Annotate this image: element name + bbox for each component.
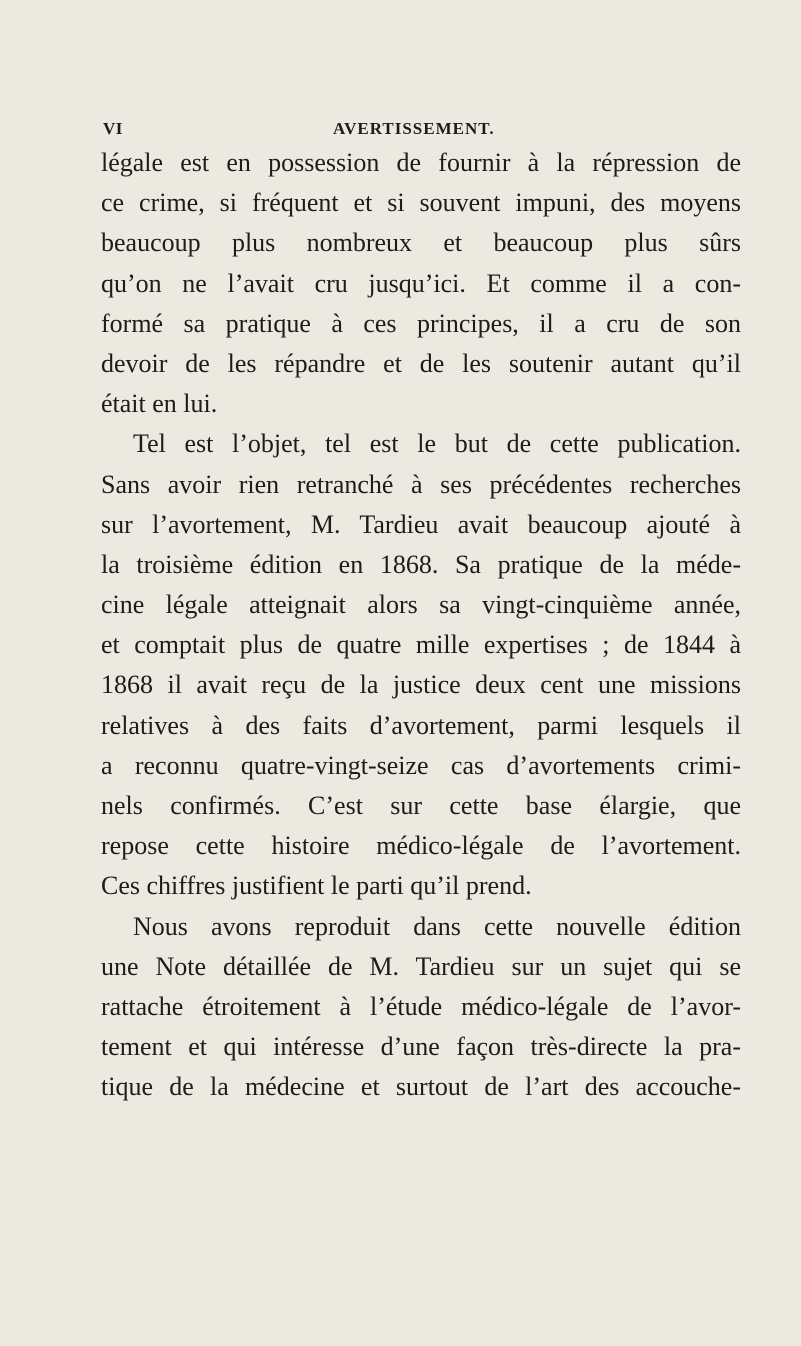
text-line: sur l’avortement, M. Tardieu avait beaucoup ajouté à [101, 509, 741, 539]
text-line: Sans avoir rien retranché à ses précédentes recherches [101, 469, 741, 499]
text-line: nels confirmés. C’est sur cette base élargie, que [101, 791, 741, 820]
text-line: Tel est l’objet, tel est le but de cette publication. [133, 429, 741, 459]
text-line: qu’on ne l’avait cru jusqu’ici. Et comme il a con- [101, 268, 741, 298]
text-line: ce crime, si fréquent et si souvent impuni, des moyens [101, 188, 741, 218]
body-text [101, 143, 741, 1108]
text-line: Ces chiffres justifient le parti qu’il prend. [101, 871, 532, 901]
text-line: Nous avons reproduit dans cette nouvelle édition [133, 911, 741, 941]
text-line: repose cette histoire médico-légale de l’avortement. [101, 831, 741, 861]
text-line: la troisième édition en 1868. Sa pratique de la méde- [101, 549, 741, 579]
running-head [103, 119, 703, 141]
text-line: une Note détaillée de M. Tardieu sur un sujet qui se [101, 951, 741, 981]
running-title: AVERTISSEMENT. [333, 119, 495, 138]
text-line: 1868 il avait reçu de la justice deux cent une missions [101, 670, 741, 700]
text-line: était en lui. [101, 389, 218, 419]
text-line: formé sa pratique à ces principes, il a cru de son [101, 308, 741, 338]
text-line: beaucoup plus nombreux et beaucoup plus sûrs [101, 228, 741, 258]
text-line: devoir de les répandre et de les soutenir autant qu’il [101, 348, 741, 378]
text-line: rattache étroitement à l’étude médico-légale de l’avor- [101, 991, 741, 1021]
text-line: tique de la médecine et surtout de l’art des accouche- [101, 1072, 741, 1102]
text-line: relatives à des faits d’avortement, parmi lesquels il [101, 710, 741, 740]
text-line: a reconnu quatre-vingt-seize cas d’avortements crimi- [101, 750, 741, 780]
page-number: VI [103, 119, 123, 138]
text-line: et comptait plus de quatre mille expertises ; de 1844 à [101, 630, 741, 660]
text-line: légale est en possession de fournir à la répression de [101, 148, 741, 177]
text-line: tement et qui intéresse d’une façon très-directe la pra- [101, 1032, 741, 1062]
text-line: cine légale atteignait alors sa vingt-cinquième année, [101, 590, 741, 620]
